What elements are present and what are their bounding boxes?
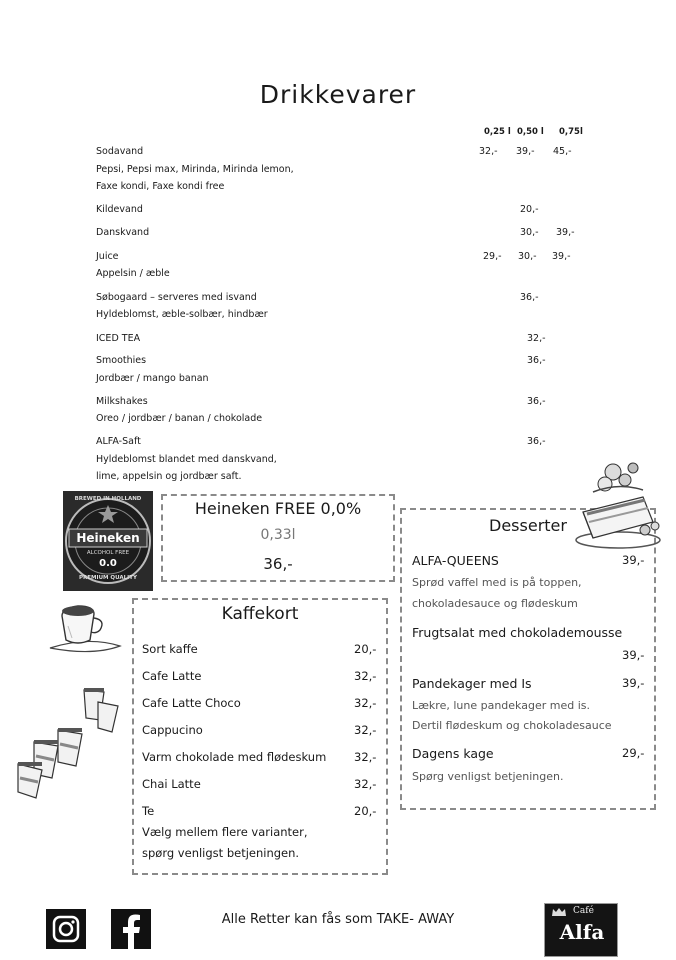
heineken-title: Heineken FREE 0,0% bbox=[194, 499, 362, 518]
dessert-price: 29,- bbox=[622, 746, 645, 760]
drink-description: Appelsin / æble bbox=[96, 268, 170, 279]
size-header-025: 0,25 l bbox=[484, 127, 511, 137]
desserter-title: Desserter bbox=[489, 516, 567, 535]
drink-price-050: 36,- bbox=[520, 292, 539, 303]
cafe-alfa-logo bbox=[544, 903, 618, 957]
coffee-item-name: Cafe Latte Choco bbox=[142, 696, 241, 710]
drink-description: Hyldeblomst blandet med danskvand, bbox=[96, 454, 277, 465]
dessert-name: Frugtsalat med chokolademousse bbox=[412, 625, 623, 640]
drink-price-050: 20,- bbox=[520, 204, 539, 215]
drink-price-025: 32,- bbox=[479, 146, 498, 157]
drink-name: Juice bbox=[96, 251, 119, 262]
cups-illustration bbox=[14, 682, 126, 800]
dessert-price: 39,- bbox=[622, 648, 645, 662]
drink-name: Danskvand bbox=[96, 227, 150, 238]
drink-name: Kildevand bbox=[96, 204, 143, 215]
dessert-price: 39,- bbox=[622, 553, 645, 567]
coffee-item-name: Sort kaffe bbox=[142, 642, 198, 656]
page-title: Drikkevarer bbox=[259, 80, 417, 109]
coffee-item-price: 32,- bbox=[354, 723, 377, 737]
drink-description: Faxe kondi, Faxe kondi free bbox=[96, 181, 225, 192]
coffee-item-name: Te bbox=[142, 804, 155, 818]
drink-price-050: 36,- bbox=[527, 436, 546, 447]
drink-description: Oreo / jordbær / banan / chokolade bbox=[96, 413, 263, 424]
size-header-075: 0,75l bbox=[559, 127, 583, 137]
drink-name: Sodavand bbox=[96, 146, 144, 157]
dessert-name: Pandekager med Is bbox=[412, 676, 532, 691]
drink-name: Søbogaard – serveres med isvand bbox=[96, 292, 257, 303]
drink-price-050: 39,- bbox=[516, 146, 535, 157]
heineken-volume: 0,33l bbox=[260, 527, 296, 543]
cafe-logo-name: Alfa bbox=[559, 920, 605, 944]
drink-price-050: 30,- bbox=[518, 251, 537, 262]
drink-price-075: 39,- bbox=[552, 251, 571, 262]
drink-name: ALFA-Saft bbox=[96, 436, 141, 447]
drink-price-025: 29,- bbox=[483, 251, 502, 262]
coffee-item-price: 32,- bbox=[354, 777, 377, 791]
drink-description: Jordbær / mango banan bbox=[96, 373, 209, 384]
drink-description: lime, appelsin og jordbær saft. bbox=[96, 471, 242, 482]
dessert-price: 39,- bbox=[622, 676, 645, 690]
drink-price-075: 45,- bbox=[553, 146, 572, 157]
takeaway-note: Alle Retter kan fås som TAKE- AWAY bbox=[221, 912, 455, 927]
cafe-logo-top: Café bbox=[573, 906, 594, 916]
drink-name: Milkshakes bbox=[96, 396, 148, 407]
heineken-logo-bottom: PREMIUM QUALITY bbox=[79, 575, 137, 581]
heineken-logo bbox=[63, 491, 153, 591]
coffee-item-price: 32,- bbox=[354, 750, 377, 764]
dessert-description: chokoladesauce og flødeskum bbox=[412, 597, 578, 610]
dessert-description: Spørg venligst betjeningen. bbox=[412, 770, 564, 783]
coffee-item-price: 20,- bbox=[354, 804, 377, 818]
coffee-item-price: 20,- bbox=[354, 642, 377, 656]
coffee-cup-icon bbox=[48, 598, 123, 658]
coffee-item-name: Cappucino bbox=[142, 723, 203, 737]
dessert-description: Sprød vaffel med is på toppen, bbox=[412, 576, 582, 589]
coffee-item-name: Chai Latte bbox=[142, 777, 201, 791]
drink-name: ICED TEA bbox=[96, 333, 141, 344]
heineken-logo-num: 0.0 bbox=[99, 558, 117, 569]
drink-description: Hyldeblomst, æble-solbær, hindbær bbox=[96, 309, 268, 320]
heineken-logo-top: BREWED IN HOLLAND bbox=[74, 496, 142, 502]
drink-price-050: 36,- bbox=[527, 355, 546, 366]
heineken-logo-brand: Heineken bbox=[76, 531, 140, 545]
dessert-name: ALFA-QUEENS bbox=[412, 553, 499, 568]
dessert-description: Lækre, lune pandekager med is. bbox=[412, 699, 590, 712]
drink-price-050: 32,- bbox=[527, 333, 546, 344]
heineken-price: 36,- bbox=[263, 555, 293, 573]
drink-price-075: 39,- bbox=[556, 227, 575, 238]
dessert-description: Dertil flødeskum og chokoladesauce bbox=[412, 719, 612, 732]
drink-name: Smoothies bbox=[96, 355, 147, 366]
size-header-050: 0,50 l bbox=[517, 127, 544, 137]
kaffekort-title: Kaffekort bbox=[221, 604, 299, 624]
dessert-name: Dagens kage bbox=[412, 746, 494, 761]
cake-illustration bbox=[573, 452, 663, 552]
coffee-note: Vælg mellem flere varianter, bbox=[142, 825, 308, 839]
coffee-item-price: 32,- bbox=[354, 669, 377, 683]
drink-price-050: 30,- bbox=[520, 227, 539, 238]
coffee-item-price: 32,- bbox=[354, 696, 377, 710]
coffee-note: spørg venligst betjeningen. bbox=[142, 846, 300, 860]
heineken-logo-sub: ALCOHOL FREE bbox=[86, 550, 130, 556]
coffee-item-name: Cafe Latte bbox=[142, 669, 202, 683]
drink-price-050: 36,- bbox=[527, 396, 546, 407]
drink-description: Pepsi, Pepsi max, Mirinda, Mirinda lemon, bbox=[96, 164, 294, 175]
coffee-item-name: Varm chokolade med flødeskum bbox=[142, 750, 327, 764]
